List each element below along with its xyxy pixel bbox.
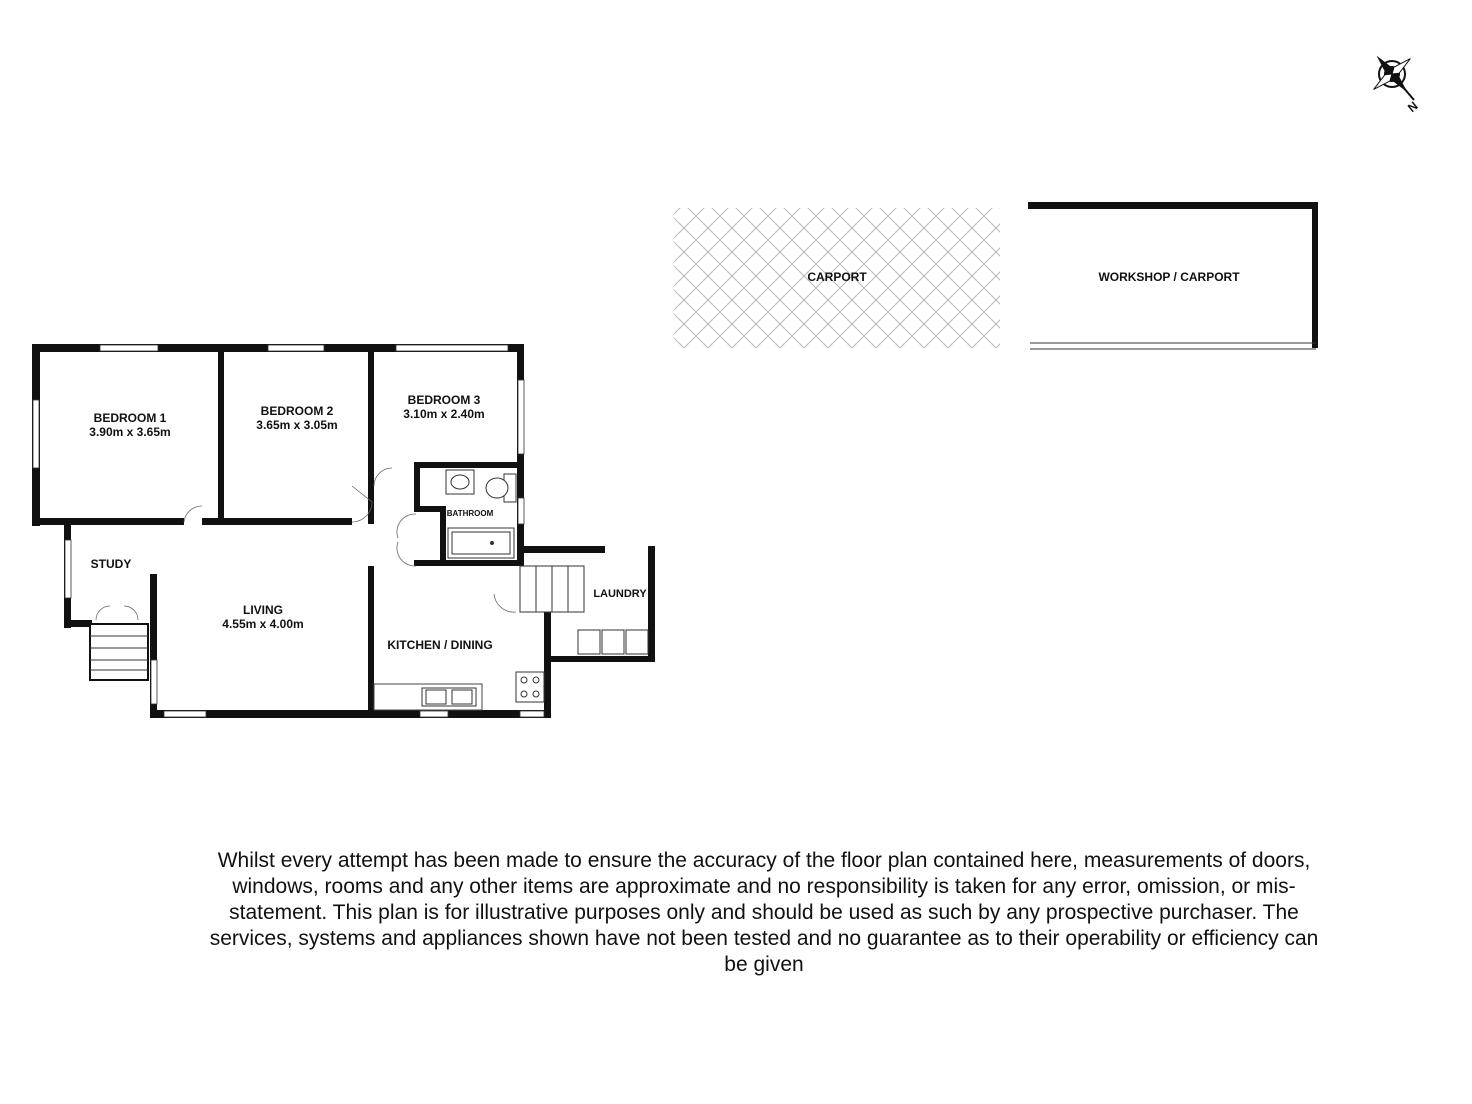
compass-icon [1371, 53, 1420, 115]
laundry-fixtures [578, 630, 648, 654]
study-name: STUDY [90, 557, 132, 571]
bedroom2-size: 3.65m x 3.05m [256, 418, 338, 432]
laundry-stairs [520, 566, 584, 612]
kitchen-fixtures [374, 672, 544, 710]
bedroom1-name: BEDROOM 1 [93, 411, 167, 425]
bathroom-name: BATHROOM [446, 509, 494, 518]
disclaimer-text: Whilst every attempt has been made to ensure the accuracy of the floor plan contained here, measurements of doors, windows, rooms and any other items are approximate and no responsibility is taken for any error, omission, or mis-statement. This plan is for illustrative purposes only and should be used as such by any prospective purchaser. The services, systems and appliances shown have not been tested and no guarantee as to their operability or efficiency can be given [209, 849, 1319, 976]
living-size: 4.55m x 4.00m [222, 617, 304, 631]
living-name: LIVING [242, 603, 284, 617]
bedroom3-name: BEDROOM 3 [407, 393, 481, 407]
study-stairs [90, 624, 148, 680]
carport-label: CARPORT [807, 270, 867, 284]
compass-north-label: N [1404, 98, 1421, 115]
bedroom2-name: BEDROOM 2 [260, 404, 334, 418]
bedroom1-size: 3.90m x 3.65m [89, 425, 171, 439]
kitchen-name: KITCHEN / DINING [387, 638, 493, 652]
bedroom3-size: 3.10m x 2.40m [403, 407, 485, 421]
workshop-label: WORKSHOP / CARPORT [1098, 270, 1240, 284]
laundry-name: LAUNDRY [593, 588, 647, 600]
